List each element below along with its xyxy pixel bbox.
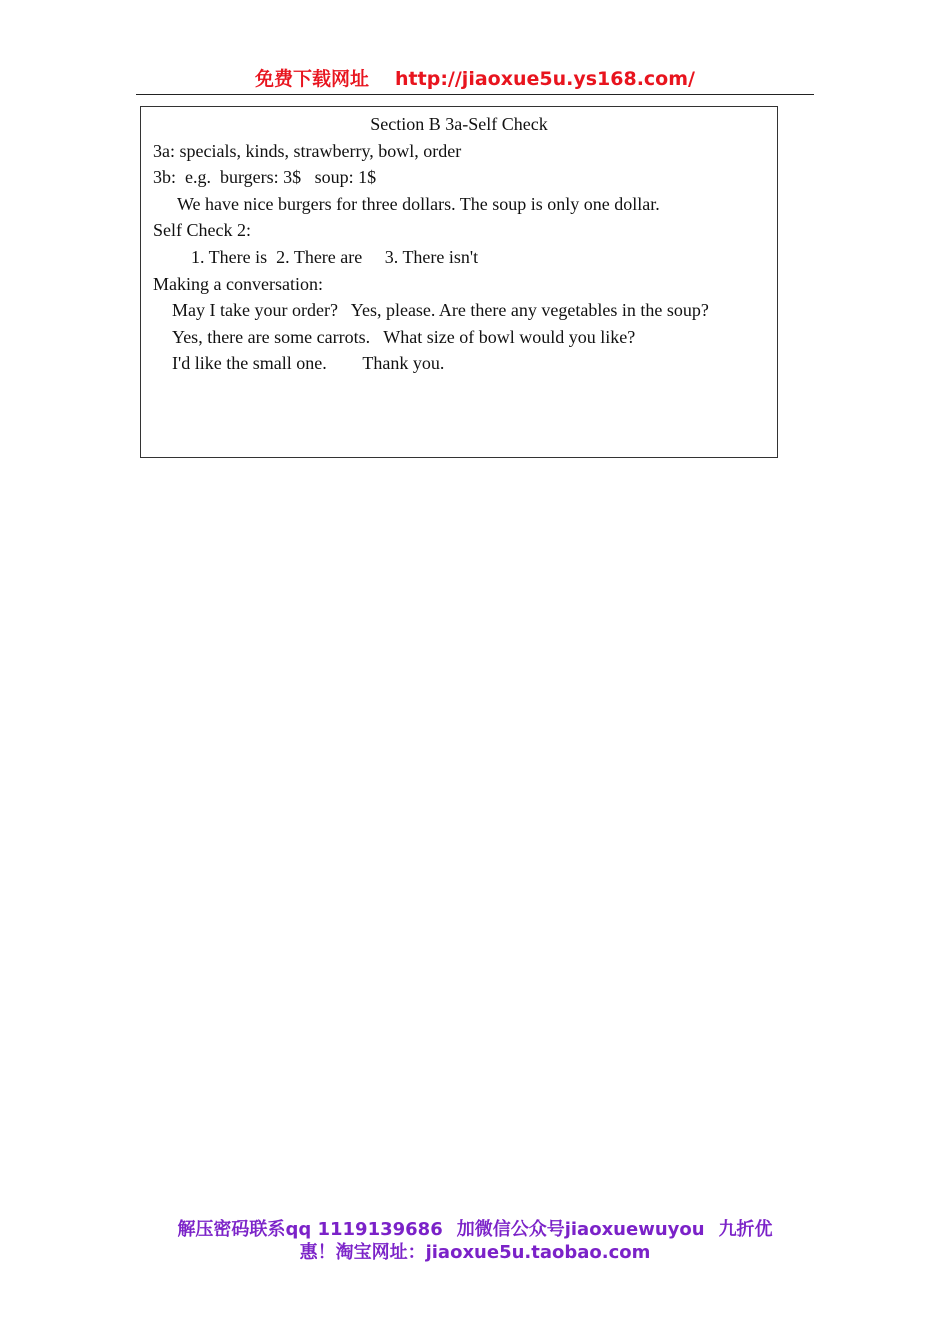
footer-wechat-label: 加微信公众号 [456,1219,565,1240]
section-title: Section B 3a-Self Check [370,114,548,134]
footer-wechat: jiaoxuewuyou [564,1219,705,1240]
footer-discount-label: 九折优 [718,1219,773,1240]
footer-line-2 [136,1241,814,1265]
conversation-heading: Making a conversation: [153,274,323,294]
page-header [136,64,814,95]
footer-qq: qq 1119139686 [285,1219,443,1240]
self-check-heading: Self Check 2: [153,220,251,240]
answer-3a: 3a: specials, kinds, strawberry, bowl, order [153,141,462,161]
self-check-answers: 1. There is 2. There are 3. There isn't [191,247,479,267]
footer-shop-label: 惠！淘宝网址： [299,1242,426,1263]
footer-line-1 [136,1218,814,1242]
answer-box [140,106,778,458]
conversation-line-1: May I take your order? Yes, please. Are there any vegetables in the soup? [172,300,709,320]
answer-3b: 3b: e.g. burgers: 3$ soup: 1$ [153,167,377,187]
header-url-link[interactable]: http://jiaoxue5u.ys168.com/ [395,68,695,90]
footer-contact-label: 解压密码联系 [177,1219,286,1240]
header-label: 免费下载网址 [255,68,370,90]
footer-shop-url-link[interactable]: jiaoxue5u.taobao.com [425,1242,651,1263]
answer-3b-sentence: We have nice burgers for three dollars. The soup is only one dollar. [177,194,660,214]
conversation-line-3: I'd like the small one. Thank you. [172,353,445,373]
conversation-line-2: Yes, there are some carrots. What size of bowl would you like? [172,327,636,347]
